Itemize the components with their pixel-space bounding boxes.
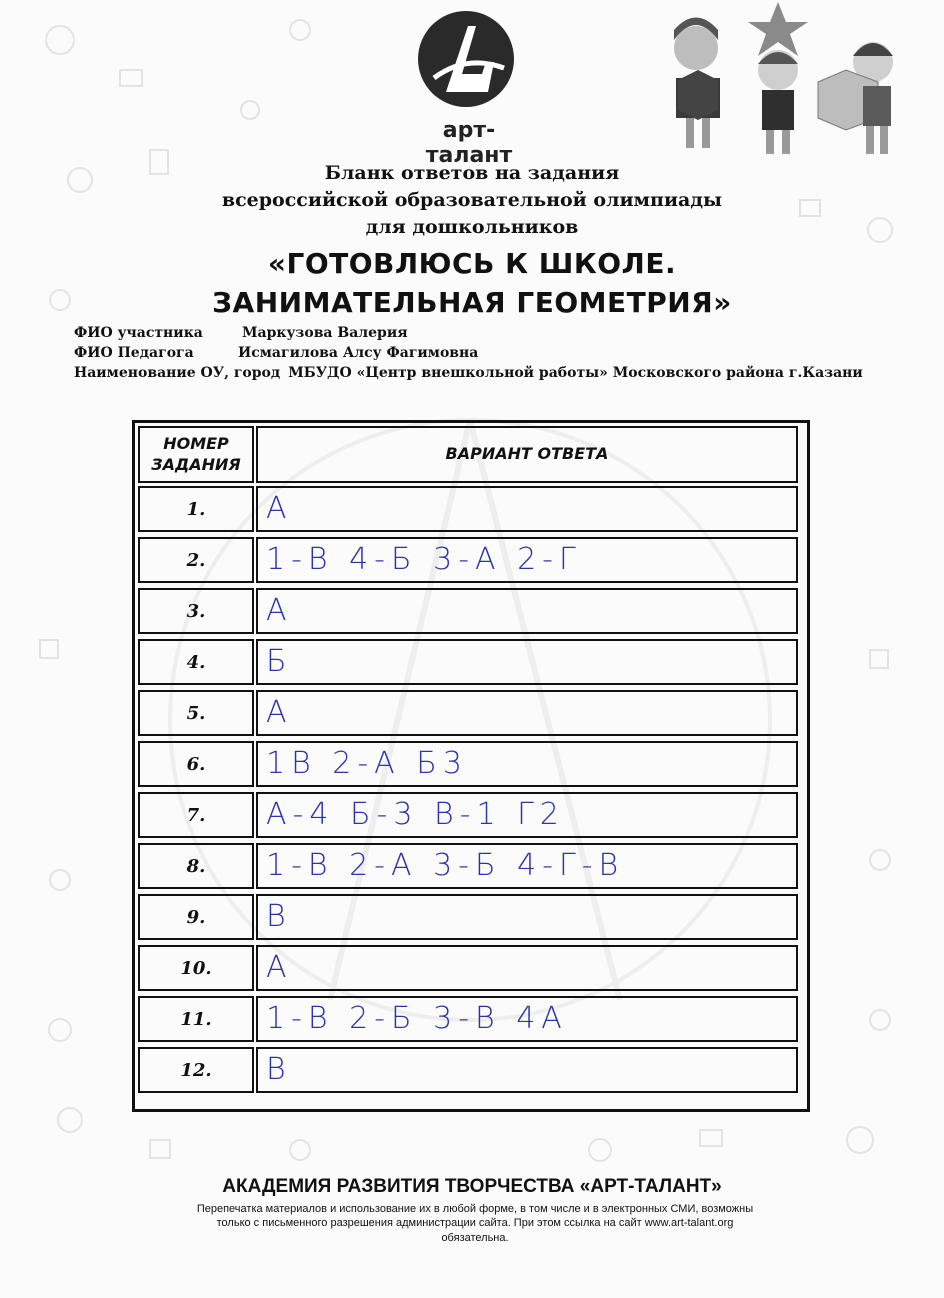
organization-label: Наименование ОУ, город	[74, 365, 281, 381]
task-number: 3.	[138, 588, 254, 634]
title-line-2: всероссийской образовательной олимпиады	[221, 189, 723, 211]
teacher-label: ФИО Педагога	[74, 345, 194, 361]
participant-info	[74, 325, 408, 341]
answer-field[interactable]: А	[256, 588, 798, 634]
organization-value: МБУДО «Центр внешкольной работы» Московского района г.Казани	[288, 365, 863, 381]
answer-table	[132, 420, 810, 1112]
task-number: 2.	[138, 537, 254, 583]
olympiad-title-line-2: ЗАНИМАТЕЛЬНАЯ ГЕОМЕТРИЯ»	[212, 286, 732, 319]
header-num-line-2: ЗАДАНИЯ	[151, 454, 241, 474]
header-task-number	[138, 426, 254, 483]
logo-text: арт-талант	[425, 118, 513, 168]
answer-field[interactable]: 1-В 4-Б 3-А 2-Г	[256, 537, 798, 583]
task-number: 10.	[138, 945, 254, 991]
header-answer-variant	[256, 426, 798, 483]
answer-field[interactable]: Б	[256, 639, 798, 685]
logo-mark-icon	[416, 4, 516, 114]
header-num-line-1: НОМЕР	[163, 433, 229, 453]
task-number: 11.	[138, 996, 254, 1042]
title-line-3: для дошкольников	[365, 216, 579, 238]
children-illustration	[658, 0, 918, 160]
answer-field[interactable]: 1-В 2-Б 3-В 4А	[256, 996, 798, 1042]
olympiad-title-line-1: «ГОТОВЛЮСЬ К ШКОЛЕ.	[267, 247, 677, 280]
teacher-info	[74, 345, 478, 361]
task-number: 4.	[138, 639, 254, 685]
task-number: 8.	[138, 843, 254, 889]
answer-field[interactable]: А-4 Б-3 В-1 Г2	[256, 792, 798, 838]
answer-field[interactable]: В	[256, 894, 798, 940]
answer-field[interactable]: 1В 2-А Б3	[256, 741, 798, 787]
task-number: 7.	[138, 792, 254, 838]
academy-name: АКАДЕМИЯ РАЗВИТИЯ ТВОРЧЕСТВА «АРТ-ТАЛАНТ»	[222, 1176, 722, 1197]
answer-field[interactable]: А	[256, 690, 798, 736]
title-line-1: Бланк ответов на задания	[324, 162, 620, 184]
organization-info	[74, 365, 863, 381]
participant-value: Маркузова Валерия	[242, 325, 408, 341]
task-number: 9.	[138, 894, 254, 940]
answer-field[interactable]: В	[256, 1047, 798, 1093]
teacher-value: Исмагилова Алсу Фагимовна	[238, 345, 479, 361]
task-number: 1.	[138, 486, 254, 532]
answer-field[interactable]: 1-В 2-А 3-Б 4-Г-В	[256, 843, 798, 889]
copyright-notice: Перепечатка материалов и использование их в любой форме, в том числе и в электронных СМИ, возможны только с письменного разрешения администрации сайта. При этом ссылка на сайт www.art-talant.org обязательна.	[196, 1203, 754, 1244]
header-answer-label: ВАРИАНТ ОТВЕТА	[445, 444, 609, 464]
answer-field[interactable]: А	[256, 945, 798, 991]
task-number: 12.	[138, 1047, 254, 1093]
art-talant-logo	[404, 4, 534, 168]
task-number: 6.	[138, 741, 254, 787]
task-number: 5.	[138, 690, 254, 736]
participant-label: ФИО участника	[74, 325, 203, 341]
answer-field[interactable]: А	[256, 486, 798, 532]
